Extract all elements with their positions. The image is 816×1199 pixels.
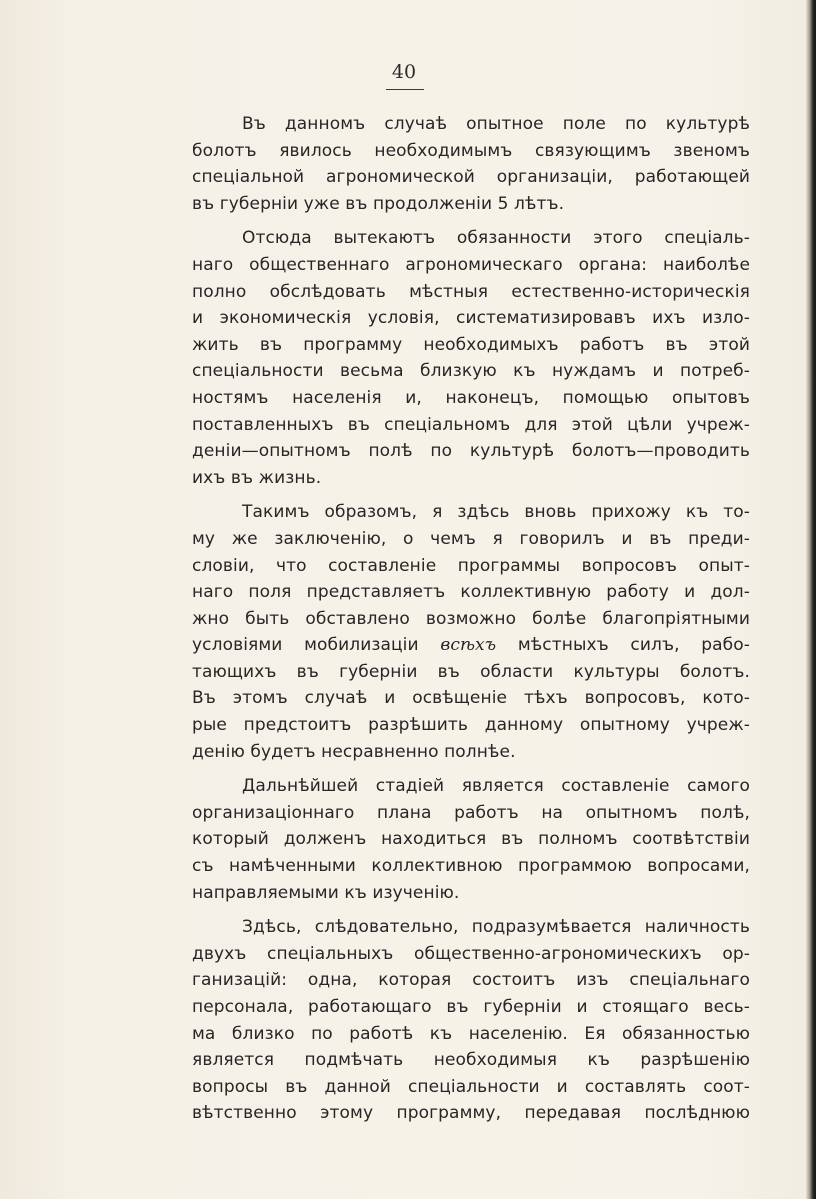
paragraph-5 <box>192 914 750 1127</box>
text-line: наго общественнаго агрономическаго органа: наиболѣе <box>192 254 750 275</box>
text-line: жить въ программу необходимыхъ работъ въ этой <box>192 334 750 355</box>
text-line: деніи—опытномъ полѣ по культурѣ болотъ—проводить <box>192 441 750 462</box>
text-line: персонала, работающаго въ губерніи и стоящаго весь- <box>192 997 750 1017</box>
text-line: денію будетъ несравненно полнѣе. <box>192 741 516 762</box>
text-line: словіи, что составленіе программы вопросовъ опыт- <box>192 555 750 576</box>
text-line: организаціоннаго плана работъ на опытномъ полѣ, <box>192 802 750 823</box>
paragraph-1 <box>192 111 750 217</box>
text-line: Дальнѣйшей стадіей является составленіе самого <box>242 776 750 797</box>
text-line: является подмѣчать необходимыя къ разрѣшенію <box>192 1050 750 1071</box>
text-line: условіями мобилизаціи всѣхъ мѣстныхъ силъ, рабо- <box>192 635 750 656</box>
text-line: жно быть обставлено возможно болѣе благопріятными <box>192 608 750 629</box>
text-line: Здѣсь, слѣдовательно, подразумѣвается наличность <box>242 917 750 938</box>
page-number-rule <box>386 89 424 90</box>
page-edge-shadow <box>806 0 816 1199</box>
text-line: полно обслѣдовать мѣстныя естественно-историческія <box>192 281 750 302</box>
text-line: ностямъ населенія и, наконецъ, помощью опытовъ <box>192 387 750 408</box>
text-line: ма близко по работѣ къ населенію. Ея обязанностью <box>192 1023 750 1044</box>
text-line: съ намѣченными коллективною программою вопросами, <box>192 856 750 877</box>
paragraph-3 <box>192 499 750 765</box>
text-line: вѣтственно этому программу, передавая послѣднюю <box>192 1103 750 1124</box>
text-line: тающихъ въ губерніи въ области культуры болотъ. <box>192 661 750 682</box>
text-line: двухъ спеціальныхъ общественно-агрономическихъ ор- <box>192 943 750 964</box>
text-line: вопросы въ данной спеціальности и составлять соот- <box>192 1076 750 1097</box>
text-line: который долженъ находиться въ полномъ соотвѣтствіи <box>192 829 750 850</box>
text-line: наго поля представляетъ коллективную работу и дол- <box>192 582 750 603</box>
text-line: въ губерніи уже въ продолженіи 5 лѣтъ. <box>192 193 565 214</box>
text-line: и экономическія условія, систематизировавъ ихъ изло- <box>192 308 750 329</box>
text-line: ганизацій: одна, которая состоитъ изъ спеціальнаго <box>192 970 750 991</box>
text-line: Въ данномъ случаѣ опытное поле по культурѣ <box>242 114 750 134</box>
text-line: ихъ въ жизнь. <box>192 467 322 488</box>
text-line: спеціальной агрономической организаціи, работающей <box>192 167 750 188</box>
text-line: Въ этомъ случаѣ и освѣщеніе тѣхъ вопросовъ, кото- <box>192 688 750 709</box>
text-line: му же заключенію, о чемъ я говорилъ и въ преди- <box>192 528 750 549</box>
emphasized-word: всѣхъ <box>440 635 497 656</box>
paragraph-4 <box>192 773 750 906</box>
text-line: Отсюда вытекаютъ обязанности этого спеціаль- <box>242 228 750 249</box>
text-line: спеціальности весьма близкую къ нуждамъ и потреб- <box>192 361 750 382</box>
text-line: болотъ явилось необходимымъ связующимъ звеномъ <box>192 140 750 161</box>
paragraph-2 <box>192 225 750 491</box>
text-line: Такимъ образомъ, я здѣсь вновь прихожу къ то- <box>242 502 750 523</box>
text-line: поставленныхъ въ спеціальномъ для этой цѣли учреж- <box>192 414 750 435</box>
page-number: 40 <box>391 61 417 83</box>
text-line: направляемыми къ изученію. <box>192 882 460 903</box>
text-line: рые предстоитъ разрѣшить данному опытному учреж- <box>192 715 750 736</box>
body-text <box>192 111 750 1127</box>
